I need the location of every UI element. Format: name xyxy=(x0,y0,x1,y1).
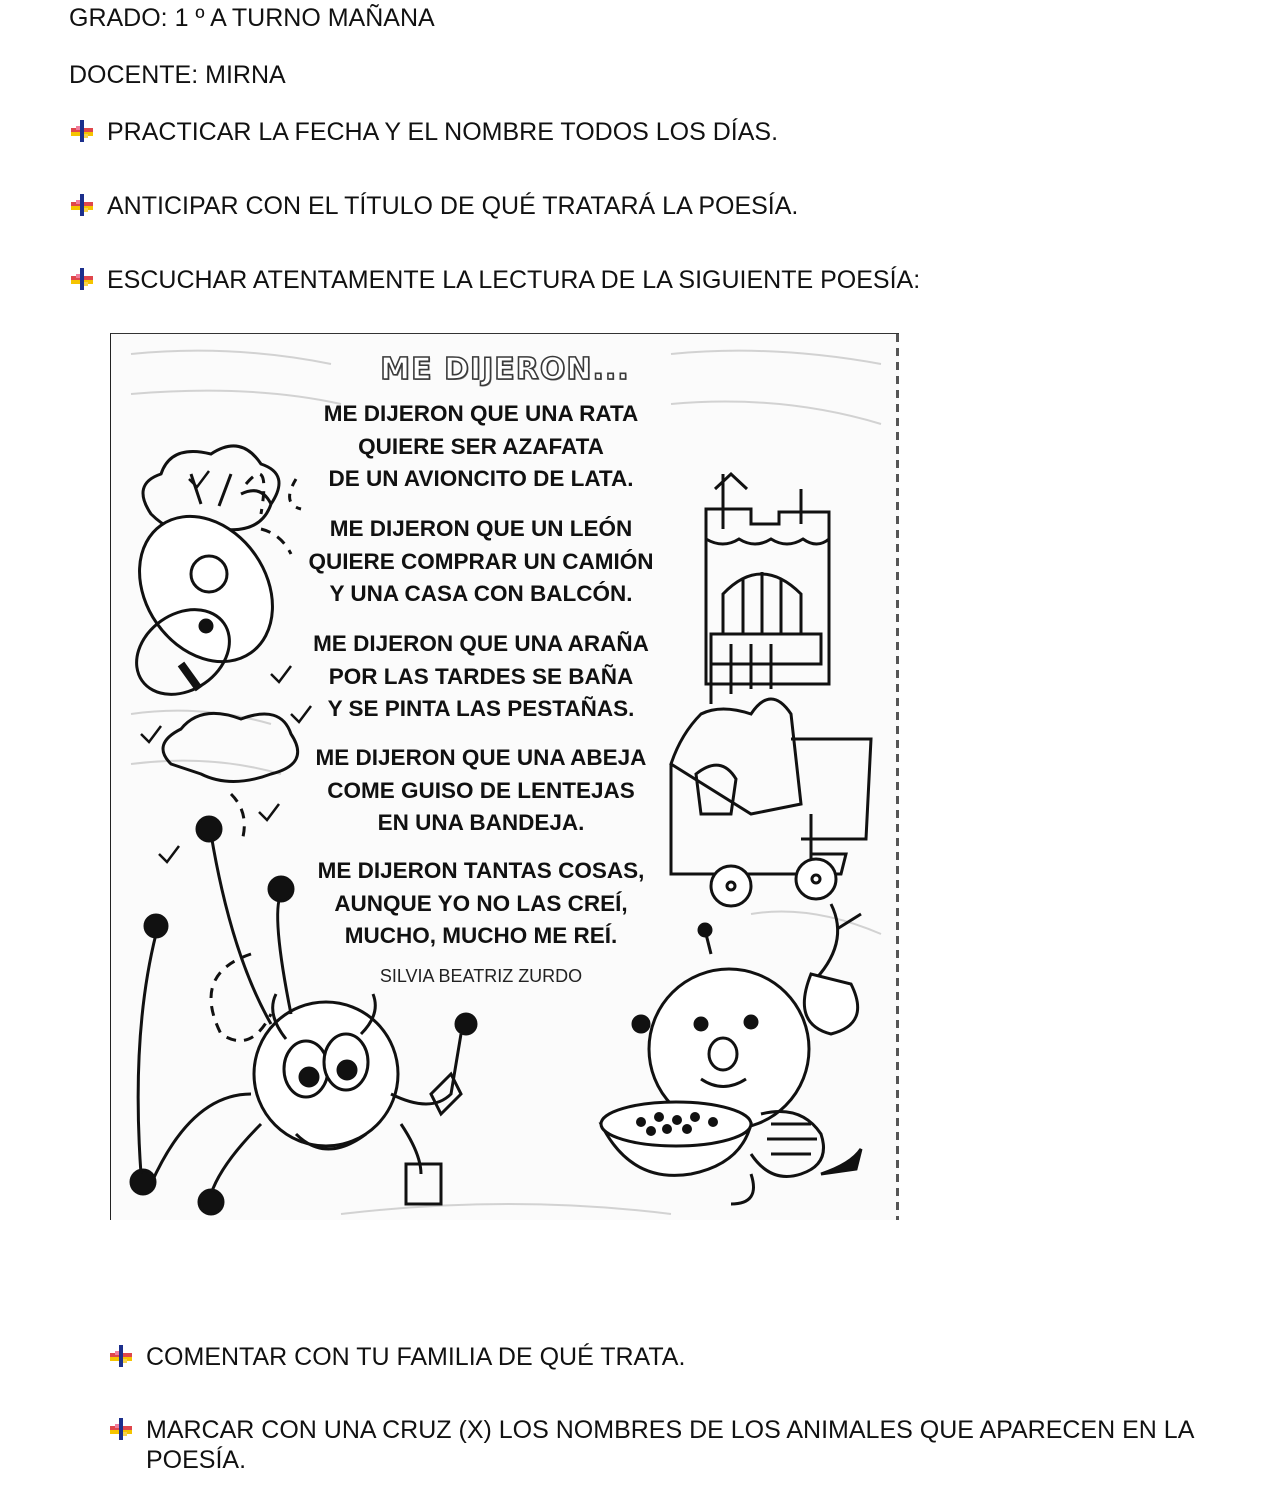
instruction-item xyxy=(108,1415,1218,1475)
poem-line: ME DIJERON TANTAS COSAS, xyxy=(317,858,645,883)
instruction-item xyxy=(69,191,798,221)
poem-line: Y SE PINTA LAS PESTAÑAS. xyxy=(327,696,635,721)
poem-line: EN UNA BANDEJA. xyxy=(377,810,585,835)
poem-line: Y UNA CASA CON BALCÓN. xyxy=(329,581,633,606)
poem-title: ME DIJERON... xyxy=(380,352,630,387)
poem-line: ME DIJERON QUE UN LEÓN xyxy=(329,516,633,541)
poem-line: DE UN AVIONCITO DE LATA. xyxy=(328,466,634,491)
poem-stanza xyxy=(291,855,671,953)
poem-illustration xyxy=(110,333,899,1220)
poem-line: ME DIJERON QUE UNA ABEJA xyxy=(315,745,647,770)
teacher-line: DOCENTE: MIRNA xyxy=(69,61,286,89)
instruction-text: PRACTICAR LA FECHA Y EL NOMBRE TODOS LOS DÍAS. xyxy=(107,118,779,146)
poem-line: ME DIJERON QUE UNA ARAÑA xyxy=(313,631,649,656)
poem-line: COME GUISO DE LENTEJAS xyxy=(327,777,635,803)
poem-line: QUIERE COMPRAR UN CAMIÓN xyxy=(308,548,654,574)
poem-stanza xyxy=(291,398,671,496)
instruction-text: MARCAR CON UNA CRUZ (X) LOS NOMBRES DE LOS ANIMALES QUE APARECEN EN LA POESÍA. xyxy=(146,1416,1193,1474)
instruction-item xyxy=(69,265,920,295)
rat-airplane-drawing xyxy=(112,446,301,844)
poem-stanza xyxy=(291,628,671,726)
plus-cross-icon xyxy=(108,1343,134,1369)
poem-line: QUIERE SER AZAFATA xyxy=(358,433,604,459)
poem-line: ME DIJERON QUE UNA RATA xyxy=(323,401,639,426)
poem-line: POR LAS TARDES SE BAÑA xyxy=(328,663,634,689)
instruction-item xyxy=(108,1342,685,1372)
poem-author: SILVIA BEATRIZ ZURDO xyxy=(379,966,583,986)
poem-stanza xyxy=(291,513,671,611)
instruction-text: ANTICIPAR CON EL TÍTULO DE QUÉ TRATARÁ LA POESÍA. xyxy=(107,192,799,220)
plus-cross-icon xyxy=(69,118,95,144)
plus-cross-icon xyxy=(108,1416,134,1442)
house-truck-drawing xyxy=(671,474,871,906)
poem-stanza xyxy=(291,742,671,840)
plus-cross-icon xyxy=(69,192,95,218)
instruction-item xyxy=(69,117,778,147)
plus-cross-icon xyxy=(69,266,95,292)
poem-line: AUNQUE YO NO LAS CREÍ, xyxy=(334,890,628,916)
instruction-text: ESCUCHAR ATENTAMENTE LA LECTURA DE LA SIGUIENTE POESÍA: xyxy=(107,266,921,294)
poem-line: MUCHO, MUCHO ME REÍ. xyxy=(344,923,618,948)
grade-line: GRADO: 1 º A TURNO MAÑANA xyxy=(69,4,435,32)
instruction-text: COMENTAR CON TU FAMILIA DE QUÉ TRATA. xyxy=(146,1343,686,1371)
